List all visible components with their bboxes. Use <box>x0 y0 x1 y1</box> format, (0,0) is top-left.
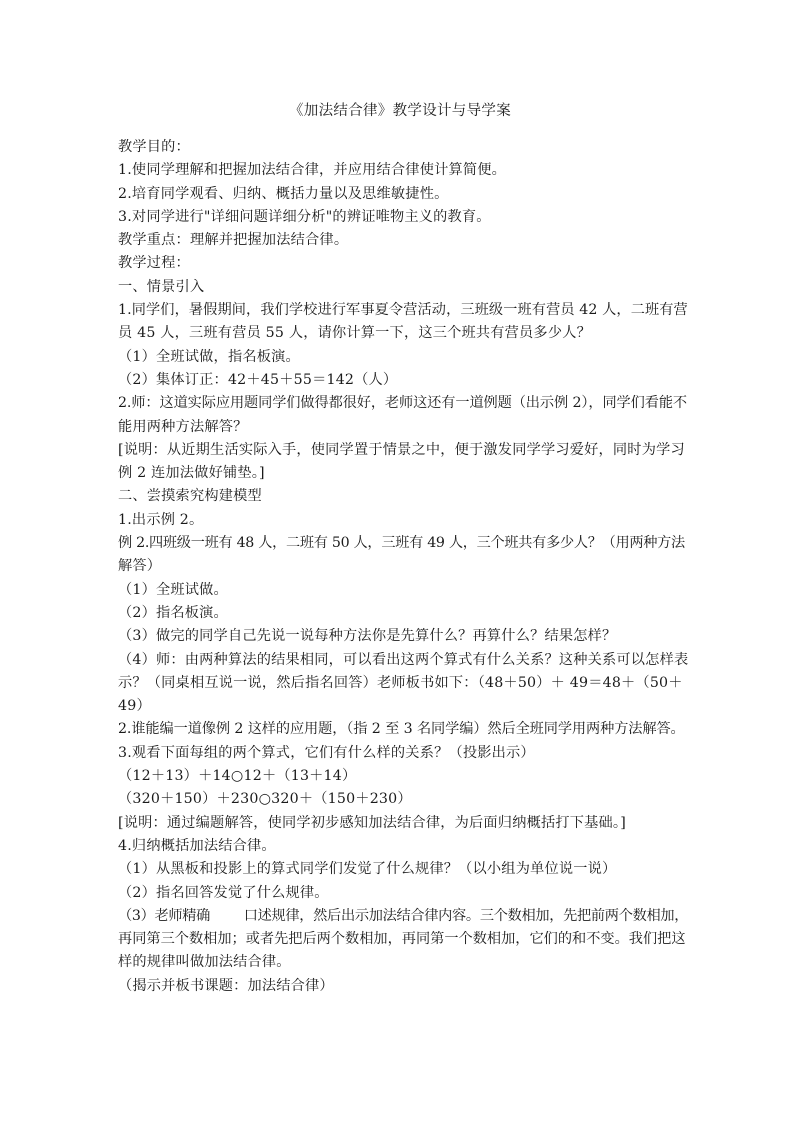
text-line: （2）指名回答发觉了什么规律。 <box>118 884 329 901</box>
text-line: （4）师：由两种算法的结果相同，可以看出这两个算式有什么关系？这种关系可以怎样表 <box>118 651 689 668</box>
text-line: （2）集体订正：42＋45＋55＝142（人） <box>118 371 398 388</box>
text-line: 能用两种方法解答？ <box>118 418 248 435</box>
equation-line: （320＋150）＋230○320＋（150＋230） <box>118 791 412 808</box>
equation-line: （12＋13）＋14○12＋（13＋14） <box>118 768 357 785</box>
section-heading: 一、情景引入 <box>118 278 205 295</box>
text-line: （2）指名板演。 <box>118 604 228 621</box>
text-line: 3.观看下面每组的两个算式，它们有什么样的关系？（投影出示） <box>118 744 535 761</box>
text-line: 2.培育同学观看、归纳、概括力量以及思维敏捷性。 <box>118 185 449 202</box>
text-line: 示？（同桌相互说一说，然后指名回答）老师板书如下：（48＋50）＋ 49＝48＋（50＋ <box>118 674 683 691</box>
text-line: 4.归纳概括加法结合律。 <box>118 837 276 854</box>
text-line: （1）全班试做。 <box>118 581 228 598</box>
text-line: 例 2.四班级一班有 48 人，二班有 50 人，三班有 49 人，三个班共有多少人？（用两种方法 <box>118 535 685 552</box>
text-line: 教学目的： <box>118 139 190 155</box>
text-line: 样的规律叫做加法结合律。 <box>118 954 291 971</box>
text-line: 再同第三个数相加；或者先把后两个数相加，再同第一个数相加，它们的和不变。我们把这 <box>118 931 686 948</box>
text-line: 教学过程： <box>118 255 190 272</box>
text-line: [说明：通过编题解答，使同学初步感知加法结合律，为后面归纳概括打下基础。] <box>118 814 626 831</box>
text-line: 2.师：这道实际应用题同学们做得都很好，老师这还有一道例题（出示例 2），同学们看能不 <box>118 395 687 412</box>
text-line: 教学重点：理解并把握加法结合律。 <box>118 232 349 249</box>
text-line: 1.出示例 2。 <box>118 511 204 528</box>
text-line: 员 45 人，三班有营员 55 人，请你计算一下，这三个班共有营员多少人？ <box>118 325 591 342</box>
text-line: （3）做完的同学自己先说一说每种方法你是先算什么？再算什么？结果怎样？ <box>118 628 617 645</box>
text-line: 2.谁能编一道像例 2 这样的应用题，（指 2 至 3 名同学编）然后全班同学用两种方法解答。 <box>118 721 685 738</box>
text-line: （1）从黑板和投影上的算式同学们发觉了什么规律？（以小组为单位说一说） <box>118 861 617 878</box>
text-line: 解答） <box>118 558 162 575</box>
text-line: 3.对同学进行"详细问题详细分析"的辨证唯物主义的教育。 <box>118 208 491 225</box>
text-line: 例 2 连加法做好铺垫。] <box>118 465 265 482</box>
text-line: （3）老师精确 口述规律，然后出示加法结合律内容。三个数相加，先把前两个数相加， <box>118 907 689 924</box>
text-line: （1）全班试做，指名板演。 <box>118 348 300 365</box>
text-line: 1.使同学理解和把握加法结合律，并应用结合律使计算简便。 <box>118 162 507 179</box>
text-line: [说明：从近期生活实际入手，使同学置于情景之中，便于激发同学学习爱好，同时为学习 <box>118 441 685 458</box>
document-title: 《加法结合律》教学设计与导学案 <box>289 103 511 119</box>
text-line: （揭示并板书课题：加法结合律） <box>118 977 334 994</box>
text-line: 49） <box>118 698 151 715</box>
document-body <box>118 136 688 998</box>
section-heading: 二、尝摸索究构建模型 <box>118 488 262 505</box>
text-line: 1.同学们，暑假期间，我们学校进行军事夏令营活动，三班级一班有营员 42 人，二班有营 <box>118 302 688 319</box>
